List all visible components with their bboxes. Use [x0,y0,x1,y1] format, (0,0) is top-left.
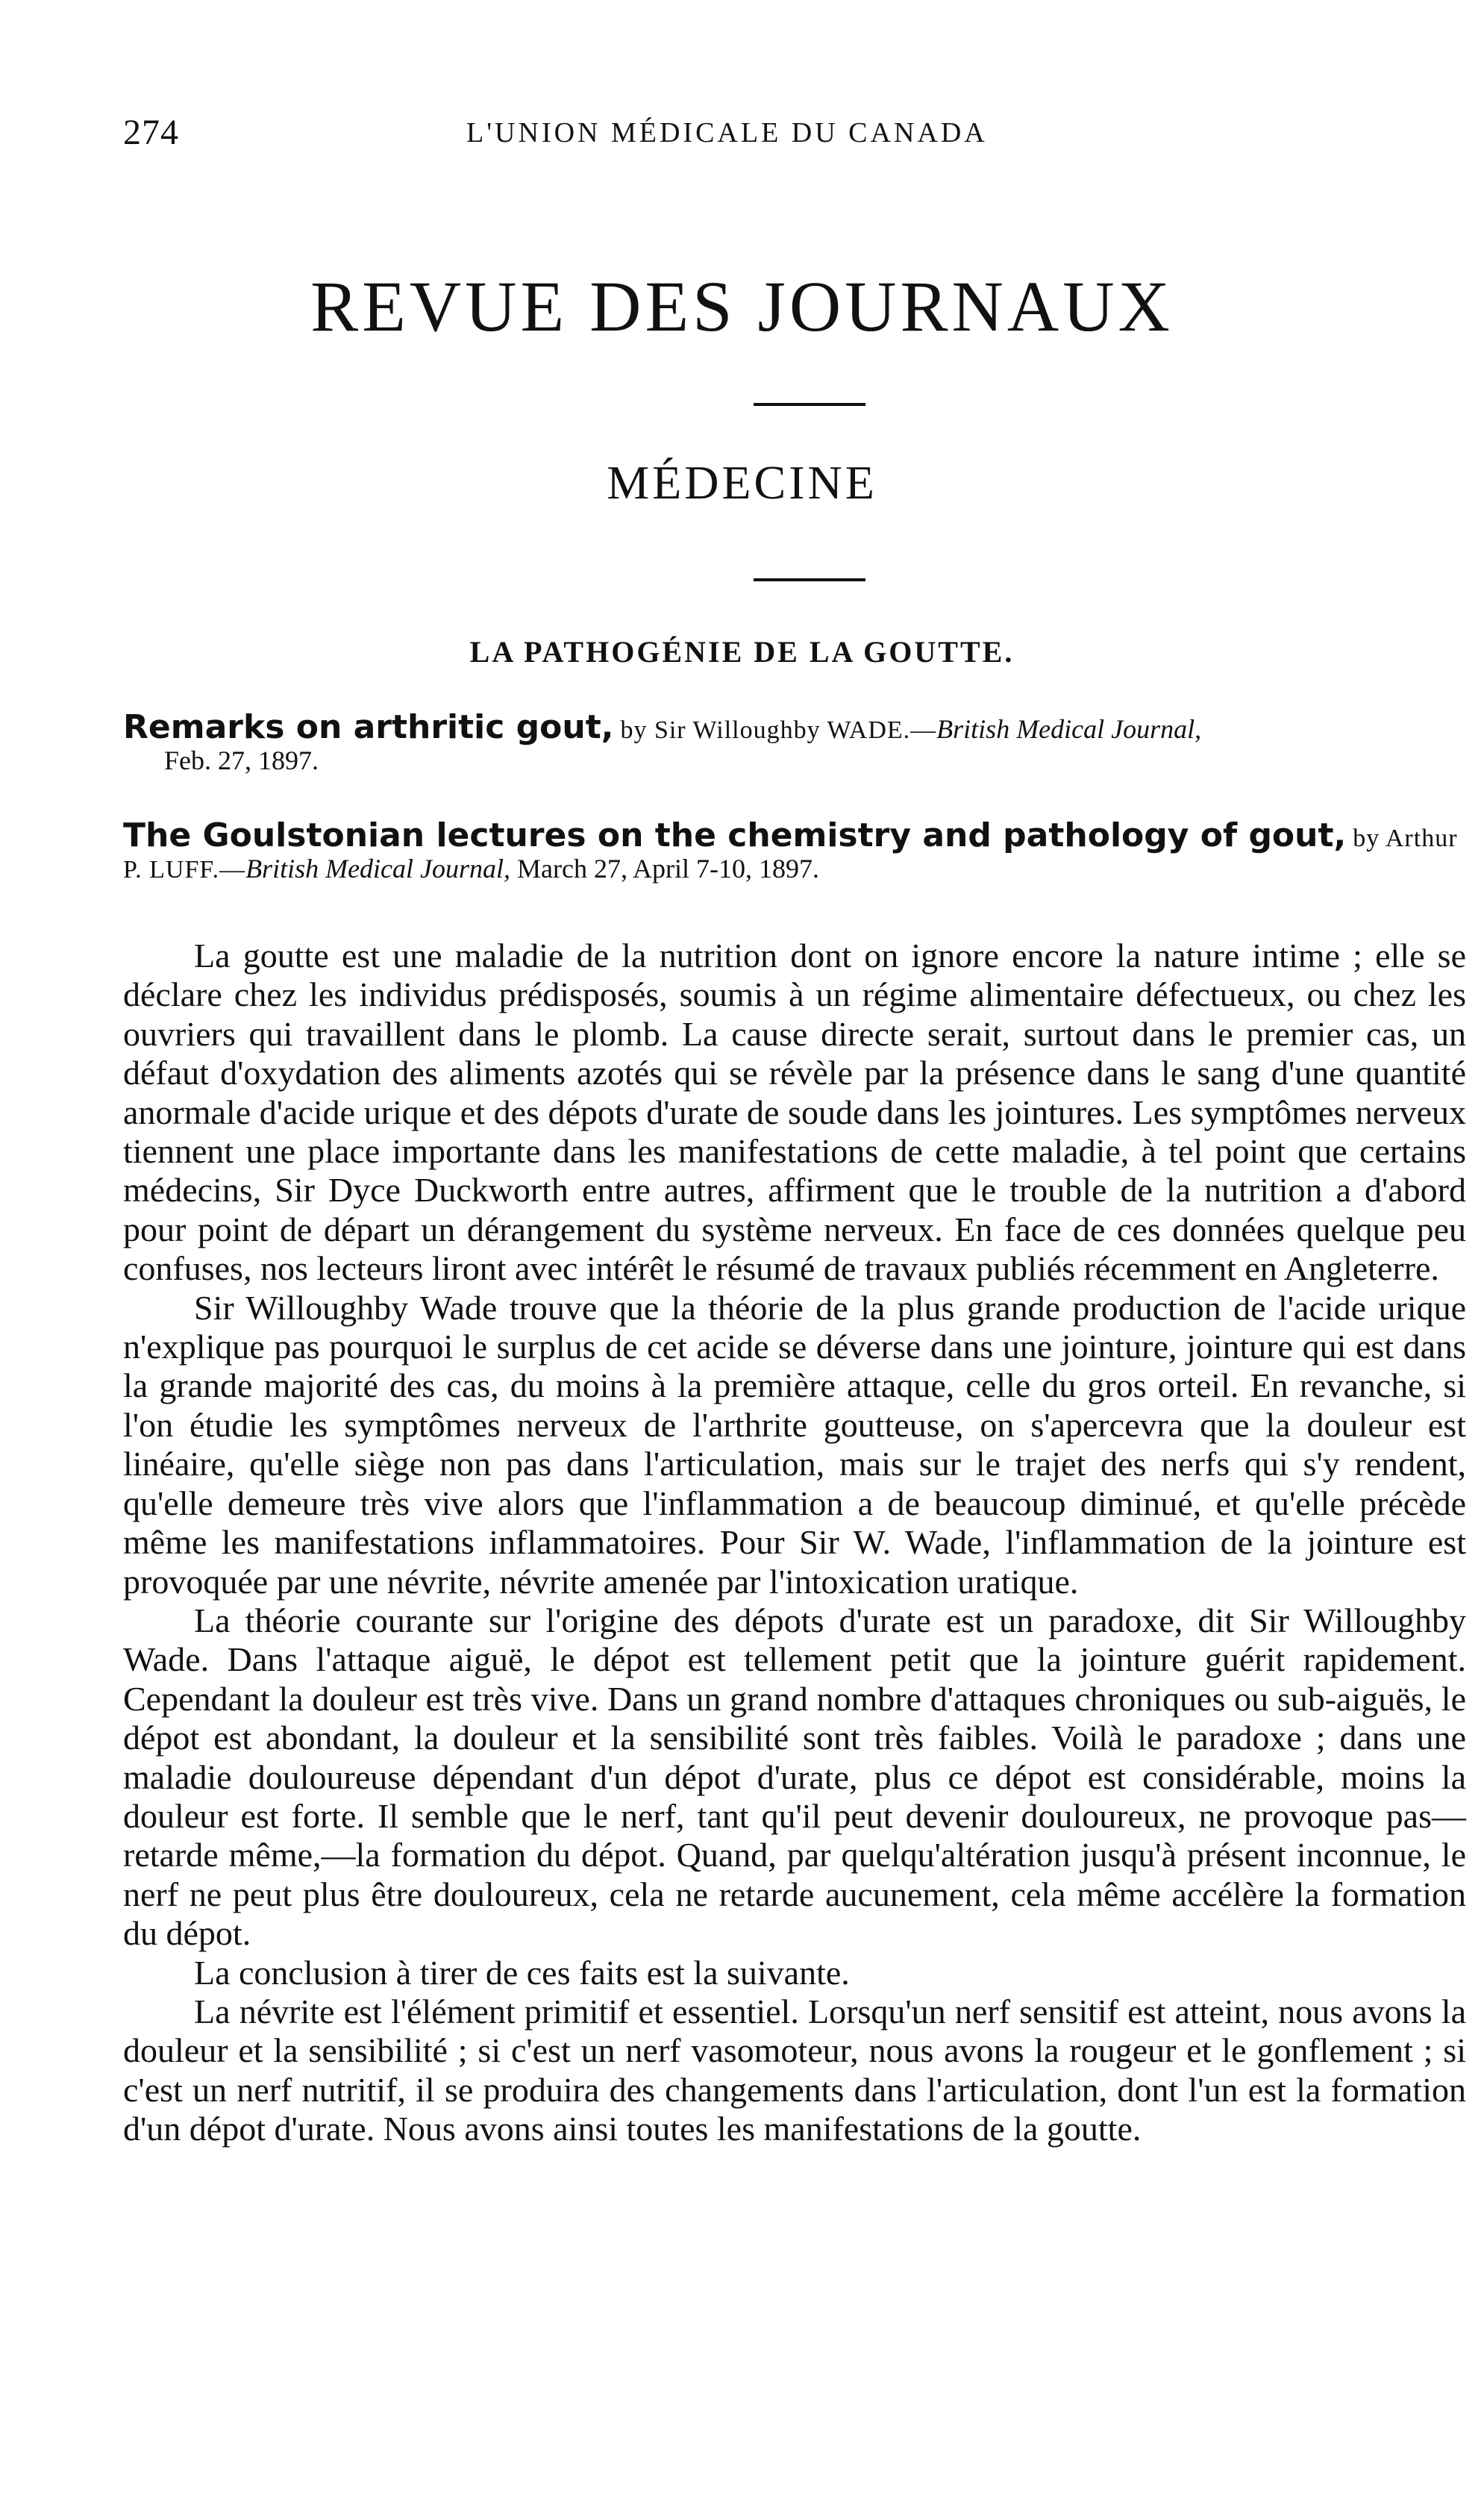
section-title: REVUE DES JOURNAUX [310,266,1174,346]
journal-name: L'UNION MÉDICALE DU CANADA [466,117,988,148]
reference-title: The Goulstonian lectures on the chemistry and pathology of gout, [123,816,1347,854]
subsection-divider [754,578,865,581]
article-title: LA PATHOGÉNIE DE LA GOUTTE. [469,635,1015,669]
reference-luff [123,816,1466,885]
paragraph: La névrite est l'élément primitif et essentiel. Lorsqu'un nerf sensitif est atteint, nous avons la douleur et la sensibilité ; si c'est un nerf vasomoteur, nous avons la rougeur et le gonflement ; si c'est un nerf nutritif, il se produira des changements dans l'articulation, dont l'un est la formation d'un dépot d'urate. Nous avons ainsi toutes les manifestations de la goutte. [123,1992,1466,2148]
reference-author: by Arthur P. LUFF.— [123,825,1458,884]
reference-title: Remarks on arthritic gout, [123,708,614,746]
paragraph: La conclusion à tirer de ces faits est la suivante. [194,1953,850,1992]
paragraph: Sir Willoughby Wade trouve que la théorie de la plus grande production de l'acide urique n'explique pas pourquoi le surplus de cet acide se déverse dans une jointure, jointure qui est dans la grande majorité des cas, du moins à la première attaque, celle du gros orteil. En revanche, si l'on étudie les symptômes nerveux de l'arthrite goutteuse, on s'apercevra que la douleur est linéaire, qu'elle siège non pas dans l'articulation, mais sur le trajet des nerfs qui s'y rendent, qu'elle demeure très vive alors que l'inflammation a de beaucoup diminué, et qu'elle précède même les manifestations inflammatoires. Pour Sir W. Wade, l'inflammation de la jointure est provoquée par une névrite, névrite amenée par l'intoxication uratique. [123,1288,1466,1601]
running-head [123,112,1481,164]
reference-wade [123,708,1466,775]
reference-date: March 27, April 7-10, 1897. [517,854,819,884]
page-number: 274 [123,113,179,152]
article-body [123,937,1466,2149]
paragraph: La goutte est une maladie de la nutrition dont on ignore encore la nature intime ; elle se déclare chez les individus prédisposés, soumis à un régime alimentaire défectueux, ou chez les ouvriers qui travaillent dans le plomb. La cause directe serait, surtout dans le premier cas, un défaut d'oxydation des aliments azotés qui se révèle par la présence dans le sang d'une quantité anormale d'acide urique et des dépots d'urate de soude dans les jointures. Les symptômes nerveux tiennent une place importante dans les manifestations de cette maladie, à tel point que certains médecins, Sir Dyce Duckworth entre autres, affirment que le trouble de la nutrition a d'abord pour point de départ un dérangement du système nerveux. En face de ces données quelque peu confuses, nos lecteurs liront avec intérêt le résumé de travaux publiés récemment en Angleterre. [123,937,1466,1288]
paragraph: La théorie courante sur l'origine des dépots d'urate est un paradoxe, dit Sir Willoughby Wade. Dans l'attaque aiguë, le dépot est tellement petit que la jointure guérit rapidement. Cependant la douleur est très vive. Dans un grand nombre d'attaques chroniques ou sub-aiguës, le dépot est abondant, la douleur et la sensibilité sont très faibles. Voilà le paradoxe ; dans une maladie douloureuse dépendant d'un dépot d'urate, plus ce dépot est considérable, moins la douleur est forte. Il semble que le nerf, tant qu'il peut devenir douloureux, ne provoque pas—retarde même,—la formation du dépot. Quand, par quelqu'altération jusqu'à présent inconnue, le nerf ne peut plus être douloureux, cela ne retarde aucunement, cela même accélère la formation du dépot. [123,1601,1466,1953]
reference-source: British Medical Journal, [245,854,511,884]
reference-source: British Medical Journal, [936,714,1202,744]
subsection-title: MÉDECINE [607,456,877,509]
section-divider [754,403,865,406]
reference-date: Feb. 27, 1897. [164,745,319,775]
reference-author: by Sir Willoughby WADE.— [620,716,937,744]
